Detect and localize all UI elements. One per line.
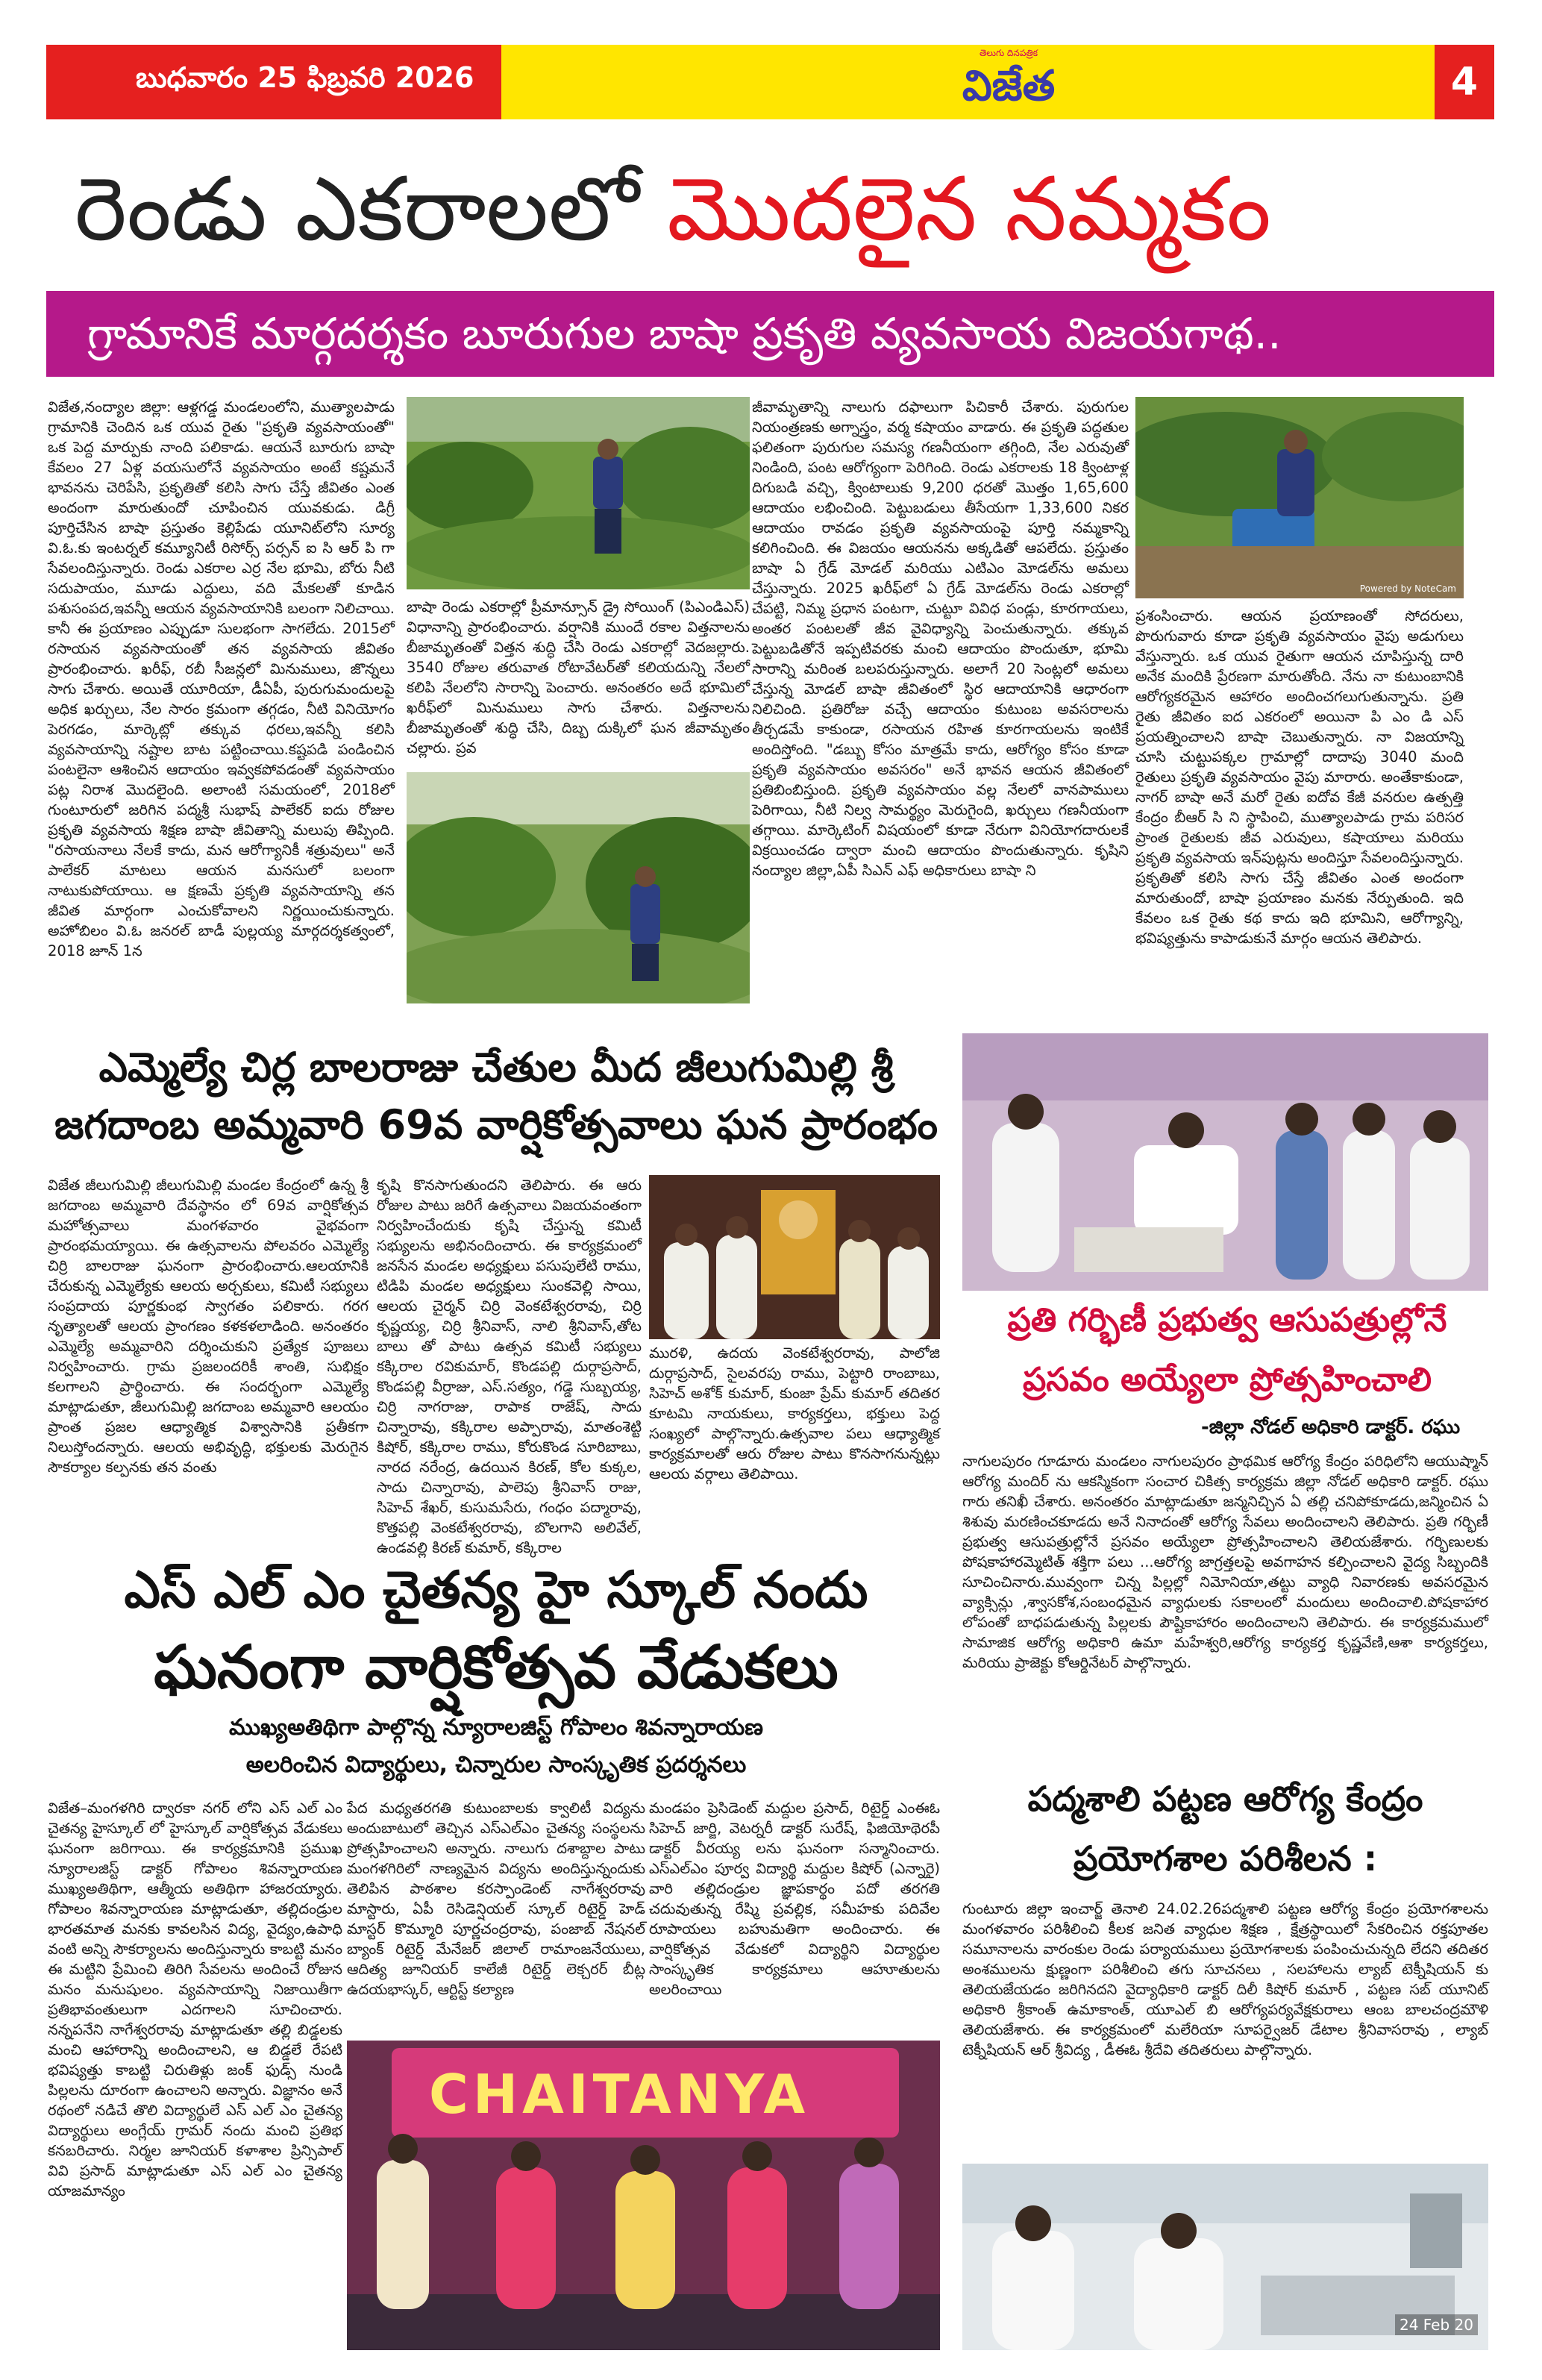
school-headline-2: ఘనంగా వార్షికోత్సవ వేడుకలు <box>154 1632 839 1702</box>
lead-column-4: ప్రశంసించారు. ఆయన ప్రయాణంతో సోదరులు, పొరుగువారు కూడా ప్రకృతి వ్యవసాయం వైపు అడుగులు వేస్తున్నారు. ఒక యువ రైతుగా ఆయన చూపిస్తున్న దారి అనేక మందికి ప్రేరణగా మారుతోంది. నేను నా కుటుంబానికి ఆరోగ్యకరమైన ఆహారం అందించగలుగుతున్నాను. ప్రతి రైతు జీవితం ఐద ఎకరంలో అయినా పి ఎం డి ఎస్ ప్రయత్నించాలని బాషా చెబుతున్నారు. నా విజయాన్ని చూసి చుట్టుపక్కల గ్రామాల్లో దాదాపు 3040 మంది రైతులు ప్రకృతి వ్యవసాయం వైపు మారారు. అంతేకాకుండా, నాగర్ బాషా అనే మరో రైతు ఐదోవ కేజీ వనరుల ఉత్పత్తి కేంద్రం బీఆర్ సి ని స్థాపించి, ముత్యాలపాడు గ్రామ పరిసర ప్రాంత రైతులకు జీవ ఎరువులు, కషాయాలు మరియు ప్రకృతి వ్యవసాయ ఇన్‌పుట్లను అందిస్తూ సేవలందిస్తున్నారు. ప్రకృతితో కలిసి సాగు చేస్తే జీవితం ఎంత అందంగా మారుతుందో, బాషా ప్రయాణం మనకు నేర్పుతుంది. ఇది కేవలం ఒక రైతు కథ కాదు ఇది భూమిని, ఆరోగ్యాన్ని, భవిష్యత్తును కాపాడుకునే మార్గం ఆయన తెలిపారు. <box>1135 607 1464 947</box>
lead-headline <box>75 153 1477 265</box>
lead-photo-farmer-drum[interactable] <box>1135 397 1464 598</box>
school-headline-1: ఎస్ ఎల్ ఎం చైతన్య హై స్కూల్ నందు <box>124 1561 868 1620</box>
temple-illustration <box>649 1175 940 1339</box>
padmashali-body: గుంటూరు జిల్లా ఇంచార్జ్ తెనాలి 24.02.26పద్మశాలి పట్టణ ఆరోగ్య కేంద్రం ప్రయోగశాలను మంగళవారం పరిశీలించి కీలక జనిత వ్యాధుల శిక్షణ , క్షేత్రస్థాయిలో సేకరించిన రక్తపూతల సమూనాలను వారంకుల రెండు పర్యాయములు ప్రయోగశాలకు పంపించుచున్నది లేదని తదితర అంశములను క్షుణ్ణంగా పరిశీలించి తగు సూచనలు , సలహాలను ల్యాబ్ టెక్నీషియన్ కు తెలియజేయడం జరిగినదని వైద్యాధికారి డాక్టర్ దిలీ కిషోర్ కుమార్ , పట్టణ సబ్ యూనిట్ అధికారి శ్రీకాంత్ ఉమాకాంత్, యూఎల్ బి ఆరోగ్యపర్యవేక్షకురాలు ఆంబ బాలచంద్రమౌళి తెలియజేశారు. ఈ కార్యక్రమంలో మలేరియా సూపర్వైజర్ డేటాల శ్రీనివాసరావు , ల్యాబ్ టెక్నీషియన్ ఆర్ శ్రీవిద్య , డీఈఓ శ్రీదేవి తదితరులు పాల్గొన్నారు. <box>962 1900 1488 2058</box>
clinic-illustration <box>962 1033 1488 1291</box>
jagadamba-headline-1: ఎమ్మెల్యే చిర్ల బాలరాజు చేతుల మీద జీలుగుమిల్లి శ్రీ <box>98 1044 894 1091</box>
school-subhead-1: ముఖ్యఅతిథిగా పాల్గొన్న న్యూరాలజిస్ట్ గోపాలం శివన్నారాయణ <box>228 1714 764 1741</box>
jagadamba-column-1: విజేత జీలుగుమిల్లి జీలుగుమిల్లి మండల కేంద్రంలో ఉన్న శ్రీ జగదాంబ అమ్మవారి దేవస్థానం లో 69వ వార్షికోత్సవ మహోత్సవాలు మంగళవారం వైభవంగా ప్రారంభమయ్యాయి. ఈ ఉత్సవాలను పోలవరం ఎమ్మెల్యే చిర్రి బాలరాజు ఘనంగా ప్రారంభించారు.ఆలయానికి చేరుకున్న ఎమ్మెల్యేకు ఆలయ అర్చకులు, కమిటీ సభ్యులు సంప్రదాయ పూర్ణకుంభ స్వాగతం పలికారు. గరగ నృత్యాలతో ఆలయ ప్రాంగణం కళకళలాడింది. అనంతరం ఎమ్మెల్యే అమ్మవారిని దర్శించుకుని ప్రత్యేక పూజలు నిర్వహించారు. గ్రామ ప్రజలందరికీ శాంతి, సుభిక్షం కలగాలని ప్రార్థించారు. ఈ సందర్భంగా ఎమ్మెల్యే మాట్లాడుతూ, జీలుగుమిల్లి జగదాంబ అమ్మవారి ఆలయం ప్రాంత ప్రజల ఆధ్యాత్మిక విశ్వాసానికి ప్రతీకగా నిలుస్తోందన్నారు. ఆలయ అభివృద్ధి, భక్తులకు మెరుగైన సౌకర్యాల కల్పనకు తన వంతు <box>48 1177 369 1476</box>
lab-photo-stamp: 24 Feb 20 <box>1395 2314 1478 2335</box>
health-body: నాగులపురం గూడూరు మండలం నాగులపురం ప్రాథమిక ఆరోగ్య కేంద్రం పరిధిలోని ఆయుష్మాన్ ఆరోగ్య మందిర్ ను ఆకస్మికంగా సంచార చికిత్స కార్యక్రమ జిల్లా నోడల్ అధికారి డాక్టర్. రఘు గారు తనిఖీ చేశారు. అనంతరం మాట్లాడుతూ జన్మనిచ్చిన ఏ తల్లి చనిపోకూడదు,జన్మించిన ఏ శిశువు మరణించకూడదు అనే నినాదంతో ఆరోగ్య సేవలు అందించాలని తెలిపారు. ప్రతి గర్భిణీ ప్రభుత్వ ఆసుపత్రుల్లోనే ప్రసవం అయ్యేలా ప్రోత్సహించాలని తెలియజేశారు. గర్భిణులకు పోషకాహారమ్మెటిత్ శక్తిగా పలు ...ఆరోగ్య జాగ్రత్తలపై అవగాహన కల్పించాలని వైద్య సిబ్బందికి సూచించినారు.మువ్వంగా చిన్న పిల్లల్లో నిమోనియా,తట్టు వ్యాధి నివారణకు అవసరమైన వ్యాక్సిన్లు ,శ్వాసకోశ,సంబంధమైన వ్యాధులకు సకాలంలో మందులు అందించాలి.పోషకాహార లోపంతో బాధపడుతున్న పిల్లలకు పౌష్టికాహారం అందించాలని తెలిపారు. ఈ కార్యక్రమములో సామాజిక ఆరోగ్య అధికారి ఉమా మహేశ్వరి,ఆరోగ్య కార్యకర్త కృష్ణవేణి,ఆశా కార్యకర్తలు, మరియు ప్రాజెక్టు కోఆర్డినేటర్ పాల్గొన్నారు. <box>962 1453 1488 1671</box>
jagadamba-headline-2: జగదాంబ అమ్మవారి 69వ వార్షికోత్సవాలు ఘన ప్రారంభం <box>54 1101 938 1148</box>
jagadamba-photo-temple[interactable] <box>649 1175 940 1339</box>
health-photo-clinic[interactable] <box>962 1033 1488 1291</box>
newspaper-logo[interactable] <box>934 48 1083 116</box>
school-column-1: విజేత–మంగళగిరి ద్వారకా నగర్ లోని ఎస్ ఎల్ ఎం చైతన్య హైస్కూల్ లో హైస్కూల్ వార్షికోత్సవ వేడుకలు ఘనంగా జరిగాయి. ఈ కార్యక్రమానికి ప్రముఖ న్యూరాలజిస్ట్ డాక్టర్ గోపాలం శివన్నారాయణ ముఖ్యఅతిథిగా, ఆత్మీయ అతిథిగా హాజరయ్యారు. గోపాలం శివన్నారాయణ మాట్లాడుతూ, తల్లిదండ్రుల భారతమాత మనకు కావలసిన విద్య, వైద్యం,ఉపాధి వంటి అన్ని సౌకర్యాలను అందిస్తున్నారు కాబట్టి మనం ఈ మట్టిని ప్రేమించి తిరిగి సేవలను అందించే రోజున మనం మనుషులం. వ్యవసాయాన్ని నిజాయితీగా ప్రతిభావంతులుగా ఎదగాలని సూచించారు. నన్నపనేని నాగేశ్వరరావు మాట్లాడుతూ తల్లి బిడ్డలకు మంచి ఆహారాన్ని అందించాలని, ఆ బిడ్డలే రేపటి భవిష్యత్తు కాబట్టి చిరుతిళ్లు జంక్ ఫుడ్స్ నుండి పిల్లలను దూరంగా ఉంచాలని అన్నారు. విజ్ఞానం అనే రథంలో నడిచే తొలి విద్యార్థులే ఎస్ ఎల్ ఎం చైతన్య విద్యార్థులు అంగ్లేయ్ గ్రామర్ నందు మంచి ప్రతిభ కనబరిచారు. నిర్మల జూనియర్ కళాశాల ప్రిన్సిపాల్ వివి ప్రసాద్ మాట్లాడుతూ ఎస్ ఎల్ ఎం చైతన్య యాజమాన్యం <box>48 1800 342 2199</box>
farmer-field-illustration <box>407 397 750 589</box>
lead-headline-part1: రెండు ఎకరాలలో <box>75 157 639 260</box>
lead-photo-orchard[interactable] <box>407 772 750 1003</box>
orchard-illustration <box>407 772 750 1003</box>
edition-date: బుధవారం 25 ఫిబ్రవరి 2026 <box>136 61 474 94</box>
lead-column-1: విజేత,నంద్యాల జిల్లా: ఆళ్లగడ్డ మండలంలోని, ముత్యాలపాడు గ్రామానికి చెందిన ఒక యువ రైతు "ప్రకృతి వ్యవసాయంతో" ఒక పెద్ద మార్పుకు నాంది పలికాడు. ఆయనే బూరుగు బాషా కేవలం 27 ఏళ్ల వయసులోనే వ్యవసాయం అంటే కష్టమనే భావనను చెరిపేసి, ప్రకృతితో కలిసి సాగు చేస్తే జీవితం ఎంత అందంగా మారుతుందో చూపించిన యువకుడు. డిగ్రీ పూర్తిచేసిన బాషా ప్రస్తుతం కెల్లిపేడు యూనిట్‌లోని సూర్య వి.ఓ.కు ఇంటర్నల్ కమ్యూనిటీ రిసోర్స్ పర్సన్ ఐ సి ఆర్ పి గా సేవలందిస్తున్నారు. రెండు ఎకరాల ఎర్ర నేల భూమి, బోరు నీటి సదుపాయం, మూడు ఎద్దులు, వది మేకలతో కూడిన పశుసంపద,ఇవన్నీ ఆయన వ్యవసాయానికి బలంగా నిలిచాయి. కానీ ఈ ప్రయాణం ఎప్పుడూ సులభంగా సాగలేదు. 2015లో రసాయన వ్యవసాయంతో తన వ్యవసాయ జీవితం ప్రారంభించారు. ఖరీఫ్, రబీ సీజన్లలో మినుములు, జొన్నలు సాగు చేశారు. అయితే యూరియా, డీఏపీ, పురుగుమందులపై అధిక ఖర్చులు, నేల సారం క్రమంగా తగ్గడం, నీటి వినియోగం పెరగడం, మార్కెట్లో తక్కువ ధరలు,ఇవన్నీ కలిసి వ్యవసాయాన్ని నష్టాల బాట పట్టించాయి.కష్టపడి పండించిన పంటలైనా ఆశించిన ఆదాయం ఇవ్వకపోవడంతో వ్యవసాయం పట్ల నిరాశ మొదలైంది. అలాంటి సమయంలో, 2018లో గుంటూరులో జరిగిన పద్మశ్రీ సుభాష్ పాలేకర్ ఐదు రోజుల ప్రకృతి వ్యవసాయ శిక్షణ బాషా జీవితాన్ని మలుపు తిప్పింది. "రసాయనాలు నేలకే కాదు, మన ఆరోగ్యానికీ శత్రువులు" అనే పాలేకర్ మాటలు ఆయన మనసులో బలంగా నాటుకుపోయాయి. ఆ క్షణమే ప్రకృతి వ్యవసాయాన్ని తన జీవిత మార్గంగా ఎంచుకోవాలని నిర్ణయించుకున్నారు. అహోబిలం వి.ఓ జనరల్ బాడీ పుల్లయ్య మార్గదర్శకత్వంలో, 2018 జూన్ 1న <box>48 398 395 959</box>
lead-column-2: బాషా రెండు ఎకరాల్లో ప్రీమాన్సూన్ డ్రై సోయింగ్ (పిఎండిఎస్) విధానాన్ని ప్రారంభించారు. వర్షానికి ముందే రకాల విత్తనాలను బీజామృతంతో విత్తన శుద్ధి చేసి రెండు ఎకరాల్లో వెదజల్లారు. 3540 రోజుల తరువాత రోటావేటర్‌తో కలియదున్ని నేలలో కలిపి నేలలోని సారాన్ని పెంచారు. అనంతరం అదే భూమిలో ఖరీఫ్‌లో మినుములు సాగు చేశారు. విత్తనాలను బీజామృతంతో శుద్ధి చేసి, దిబ్బ దుక్కిలో ఘన జీవామృతం చల్లారు. ప్రవ <box>407 598 750 757</box>
school-banner-text: CHAITANYA <box>429 2063 810 2126</box>
farmer-drum-illustration <box>1135 397 1464 598</box>
padmashali-headline-1: పద్మశాలి పట్టణ ఆరోగ్య కేంద్రం <box>1027 1779 1423 1819</box>
logo-tagline: తెలుగు దినపత్రిక <box>979 48 1038 58</box>
masthead-date-band <box>46 45 501 119</box>
lead-headline-part2: మొదలైన నమ్మకం <box>667 157 1271 260</box>
padmashali-headline-2: ప్రయోగశాల పరిశీలన : <box>1073 1838 1378 1879</box>
health-headline-2: ప్రసవం అయ్యేలా ప్రోత్సహించాలి <box>1023 1361 1432 1399</box>
school-photo-dance[interactable] <box>347 2041 940 2350</box>
jagadamba-caption: మురళి, ఉదయ వెంకటేశ్వరరావు, పాలోజి దుర్గాప్రసాద్, సైలవరపు రాము, పెట్టారి రాంబాబు, సిహెచ్ అశోక్ కుమార్, కుంజా ప్రేమ్ కుమార్ తదితర కూటమి నాయకులు, కార్యకర్తలు, భక్తులు పెద్ద సంఖ్యలో పాల్గొన్నారు.ఉత్సవాల పలు ఆధ్యాత్మిక కార్యక్రమాలతో ఆరు రోజుల పాటు కొనసాగనున్నట్లు ఆలయ వర్గాలు తెలిపాయి. <box>649 1344 940 1482</box>
photo-stamp: Powered by NoteCam <box>1359 583 1456 594</box>
school-subhead-2: అలరించిన విద్యార్థులు, చిన్నారుల సాంస్కృతిక ప్రదర్శనలు <box>245 1752 747 1778</box>
padmashali-photo-lab[interactable] <box>962 2164 1488 2350</box>
lead-photo-farmer-field[interactable] <box>407 397 750 589</box>
lead-column-3: జీవామృతాన్ని నాలుగు దఫాలుగా పిచికారీ చేశారు. పురుగుల నియంత్రణకు అగ్నాస్త్రం, వర్మ కషాయం వాడారు. ఈ ప్రకృతి పద్ధతుల ఫలితంగా పురుగుల సమస్య గణనీయంగా తగ్గింది, నేల ఎరువుతో నిండింది, పంట ఆరోగ్యంగా పెరిగింది. రెండు ఎకరాలకు 18 క్వింటాళ్ల దిగుబడి వచ్చి, క్వింటాలుకు 9,200 ధరతో మొత్తం 1,65,600 ఆదాయం లభించింది. పెట్టుబడులు తీసేయగా 1,33,600 నికర ఆదాయం రావడం ప్రకృతి వ్యవసాయంపై పూర్తి నమ్మకాన్ని కలిగించింది. ఈ విజయం ఆయనను అక్కడితో ఆపలేదు. ప్రస్తుతం బాషా ఏ గ్రేడ్ మోడల్ మరియు ఎటిఎం మోడల్‌ను అమలు చేస్తున్నారు. 2025 ఖరీఫ్‌లో ఏ గ్రేడ్ మోడల్‌ను రెండు ఎకరాల్లో చేపట్టి, నిమ్మ ప్రధాన పంటగా, చుట్టూ వివిధ పండ్లు, కూరగాయలు, అంతర పంటలతో జీవ వైవిధ్యాన్ని పెంచుతున్నారు. తక్కువ పెట్టుబడితోనే ఇప్పటివరకు మంచి ఆదాయం పొందుతూ, భూమి సారాన్ని మరింత బలపరుస్తున్నారు. అలాగే 20 సెంట్లలో అమలు చేస్తున్న మోడల్ బాషా జీవితంలో స్థిర ఆదాయానికి ఆధారంగా నిలిచింది. ప్రతిరోజు వచ్చే ఆదాయం కుటుంబ అవసరాలను తీర్చడమే కాకుండా, రసాయన రహిత కూరగాయలను ఇంటికే అందిస్తోంది. "డబ్బు కోసం మాత్రమే కాదు, ఆరోగ్యం కోసం కూడా ప్రకృతి వ్యవసాయం అవసరం" అనే భావన ఆయన జీవితంలో ప్రతిబింబిస్తుంది. ప్రకృతి వ్యవసాయం వల్ల నేలలో వానపాములు పెరిగాయి, నీటి నిల్వ సామర్థ్యం మెరుగైంది, ఖర్చులు గణనీయంగా తగ్గాయి. మార్కెటింగ్ విషయంలో కూడా నేరుగా వినియోగదారులకే విక్రయించడం ద్వారా మంచి ఆదాయం పొందుతున్నారు. కృషిని నంద్యాల జిల్లా,ఏపీ సిఎన్ ఎఫ్ అధికారులు బాషా ని <box>752 398 1129 879</box>
page-number: 4 <box>1435 45 1494 119</box>
lead-subhead-band: గ్రామానికే మార్గదర్శకం బూరుగుల బాషా ప్రకృతి వ్యవసాయ విజయగాథ.. <box>46 291 1494 377</box>
school-column-3: మండపం ప్రెసిడెంట్ మద్దుల ప్రసాద్, రిటైర్డ్ ఎంఈఓ సిహెచ్ జార్జి, వెటర్నరీ డాక్టర్ సురేష్, ఫిజియోథెరపీ డాక్టర్ వీరయ్య లను ఘనంగా సన్మానించారు. ఎస్ఎల్ఎం పూర్వ విద్యార్థి మద్దుల కిషోర్ (ఎన్నారై) వారి తల్లిదండ్రుల జ్ఞాపకార్థం పదో తరగతి చదువుతున్న రేష్మి ప్రవల్లిక, సమీహకు పదివేల రూపాయలు బహుమతిగా అందించారు. ఈ వార్షికోత్సవ వేడుకలో విద్యార్థిని విద్యార్థుల సాంస్కృతిక కార్యక్రమాలు ఆహూతులను అలరించాయి <box>649 1800 940 1998</box>
jagadamba-column-2: కృషి కొనసాగుతుందని తెలిపారు. ఈ ఆరు రోజుల పాటు జరిగే ఉత్సవాలు విజయవంతంగా నిర్వహించేందుకు కృషి చేస్తున్న కమిటీ సభ్యులను అభినందించారు. ఈ కార్యక్రమంలో జనసేన మండల అధ్యక్షులు పసుపులేటి రాము, టిడిపి మండల అధ్యక్షులు సుంకవెల్లి సాయి, ఆలయ చైర్మన్ చిర్రి వెంకటేశ్వరరావు, చిర్రి కృష్ణయ్య, చిర్రి శ్రీనివాస్, నాలి శ్రీనివాస్,తోట బాలు తో పాటు ఉత్సవ కమిటీ సభ్యులు కక్కిరాల రవికుమార్, కొండపల్లి దుర్గాప్రసాద్, కొండపల్లి వీర్రాజు, ఎస్.సత్యం, గడ్డె సుబ్బయ్య, చిర్రి నాగరాజు, రాపాక రాజేష్, సాదు చిన్నారావు, కక్కిరాల అప్పారావు, మాతంశెట్టి కిషోర్, కక్కిరాల రాము, కోరుకొండ సూరిబాబు, నారద నరేంద్ర, ఉదయిన కిరణ్, కోల కుక్కల, సాదు చిన్నారావు, పాలెపు శ్రీనివాస్ రాజు, సిహెచ్ శేఖర్, కుసుమసేరు, గంధం పద్మారావు, కొత్తపల్లి వెంకటేశ్వరరావు, బొలగాని అలివేల్, ఉండవల్లి కిరణ్ కుమార్, కక్కిరాల <box>377 1177 642 1556</box>
school-column-2: పేద మధ్యతరగతి కుటుంబాలకు క్వాలిటీ విద్యను అందుబాటులో తెచ్చిన ఎస్ఎల్ఎం చైతన్య సంస్థలను ప్రోత్సహించాలని అన్నారు. నాలుగు దశాబ్దాల పాటు మంగళగిరిలో నాణ్యమైన విద్యను అందిస్తున్నందుకు తెలిపిన పాఠశాల కరస్పాండెంట్ నాగేశ్వరరావు మాస్టారు, ఏపీ రెసిడెన్షియల్ స్కూల్ రిటైర్డ్ హెడ్ మాస్టర్ కొమ్మూరి పూర్ణచంద్రరావు, పంజాబ్ నేషనల్ బ్యాంక్ రిటైర్డ్ మేనేజర్ జిలాల్ రామాంజనేయులు, ఆదిత్య జూనియర్ కాలేజీ రిటైర్డ్ లెక్చరర్ బీట్ల ఉదయభాస్కర్, ఆర్టిస్ట్ కల్యాణ <box>347 1800 645 1998</box>
health-headline-1: ప్రతి గర్భిణీ ప్రభుత్వ ఆసుపత్రుల్లోనే <box>1007 1301 1447 1339</box>
masthead <box>46 45 1494 119</box>
logo-name: విజేత <box>962 62 1056 110</box>
health-byline: -జిల్లా నోడల్ అధికారి డాక్టర్. రఘు <box>1201 1416 1461 1438</box>
